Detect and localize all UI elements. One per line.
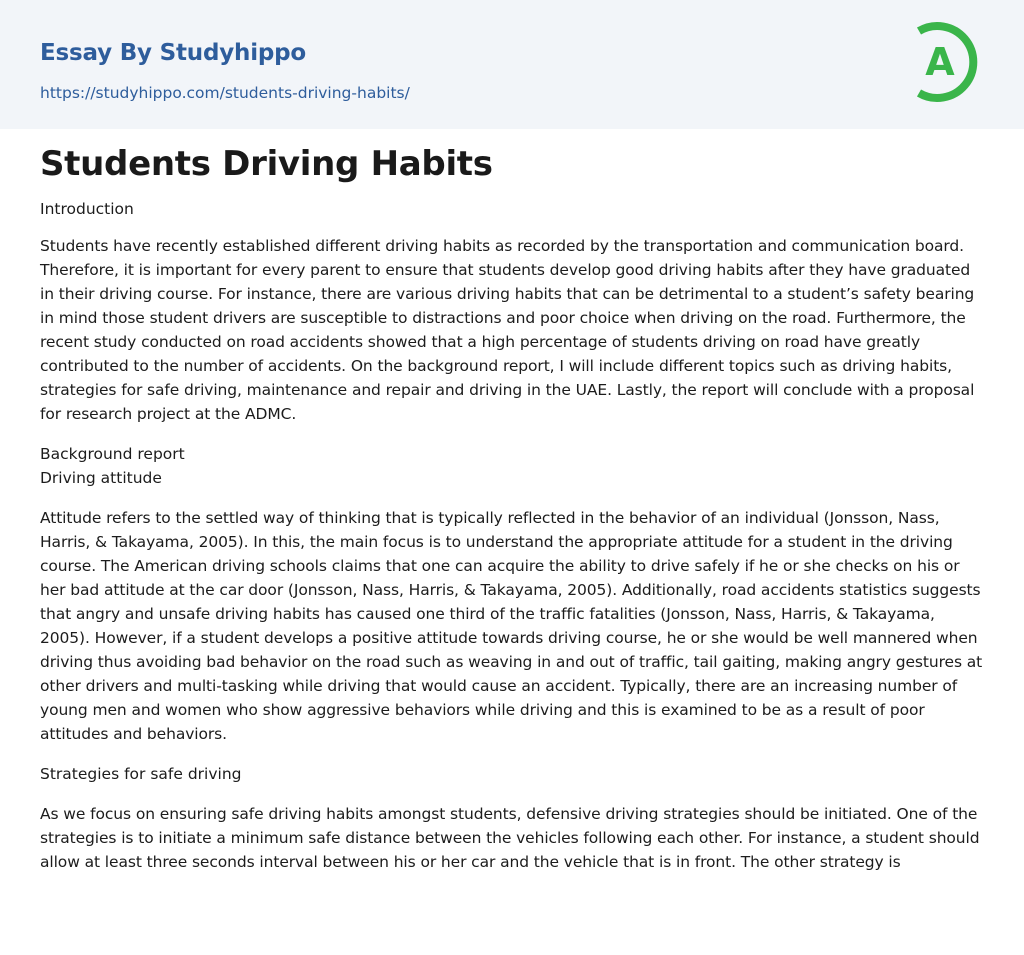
essay-body bbox=[40, 197, 984, 874]
logo-letter: A bbox=[925, 40, 955, 84]
paragraph-driving-attitude: Attitude refers to the settled way of thinking that is typically reflected in the behavior of an individual (Jonsson, Nass, Harris, & Takayama, 2005). In this, the main focus is to understand the appropriate attitude for a student in the driving course. The American driving schools claims that one can acquire the ability to drive safely if he or she checks on his or her bad attitude at the car door (Jonsson, Nass, Harris, & Takayama, 2005). Additionally, road accidents statistics suggests that angry and unsafe driving habits has caused one third of the traffic fatalities (Jonsson, Nass, Harris, & Takayama, 2005). However, if a student develops a positive attitude towards driving course, he or she would be well mannered when driving thus avoiding bad behavior on the road such as weaving in and out of traffic, tail gaiting, making angry gestures at other drivers and multi-tasking while driving that would cause an accident. Typically, there are an increasing number of young men and women who show aggressive behaviors while driving and this is examined to be as a result of poor attitudes and behaviors. bbox=[40, 509, 983, 743]
logo-icon bbox=[904, 18, 990, 106]
paragraph-strategies: As we focus on ensuring safe driving habits amongst students, defensive driving strategies should be initiated. One of the strategies is to initiate a minimum safe distance between the vehicles following each other. For instance, a student should allow at least three seconds interval between his or her car and the vehicle that is in front. The other strategy is bbox=[40, 805, 980, 871]
studyhippo-logo[interactable] bbox=[904, 18, 990, 106]
page-title: Students Driving Habits bbox=[40, 144, 493, 184]
section-heading-introduction: Introduction bbox=[40, 200, 134, 218]
section-heading-strategies: Strategies for safe driving bbox=[40, 765, 242, 783]
section-heading-background: Background report bbox=[40, 445, 185, 463]
section-heading-driving-attitude: Driving attitude bbox=[40, 469, 162, 487]
source-url-link[interactable]: https://studyhippo.com/students-driving-habits/ bbox=[40, 84, 410, 102]
brand-title: Essay By Studyhippo bbox=[40, 40, 307, 66]
site-header bbox=[0, 0, 1024, 129]
paragraph-introduction: Students have recently established different driving habits as recorded by the transportation and communication board. Therefore, it is important for every parent to ensure that students develop good driving habits after they have graduated in their driving course. For instance, there are various driving habits that can be detrimental to a student’s safety bearing in mind those student drivers are susceptible to distractions and poor choice when driving on the road. Furthermore, the recent study conducted on road accidents showed that a high percentage of students driving on road have greatly contributed to the number of accidents. On the background report, I will include different topics such as driving habits, strategies for safe driving, maintenance and repair and driving in the UAE. Lastly, the report will conclude with a proposal for research project at the ADMC. bbox=[40, 237, 975, 423]
